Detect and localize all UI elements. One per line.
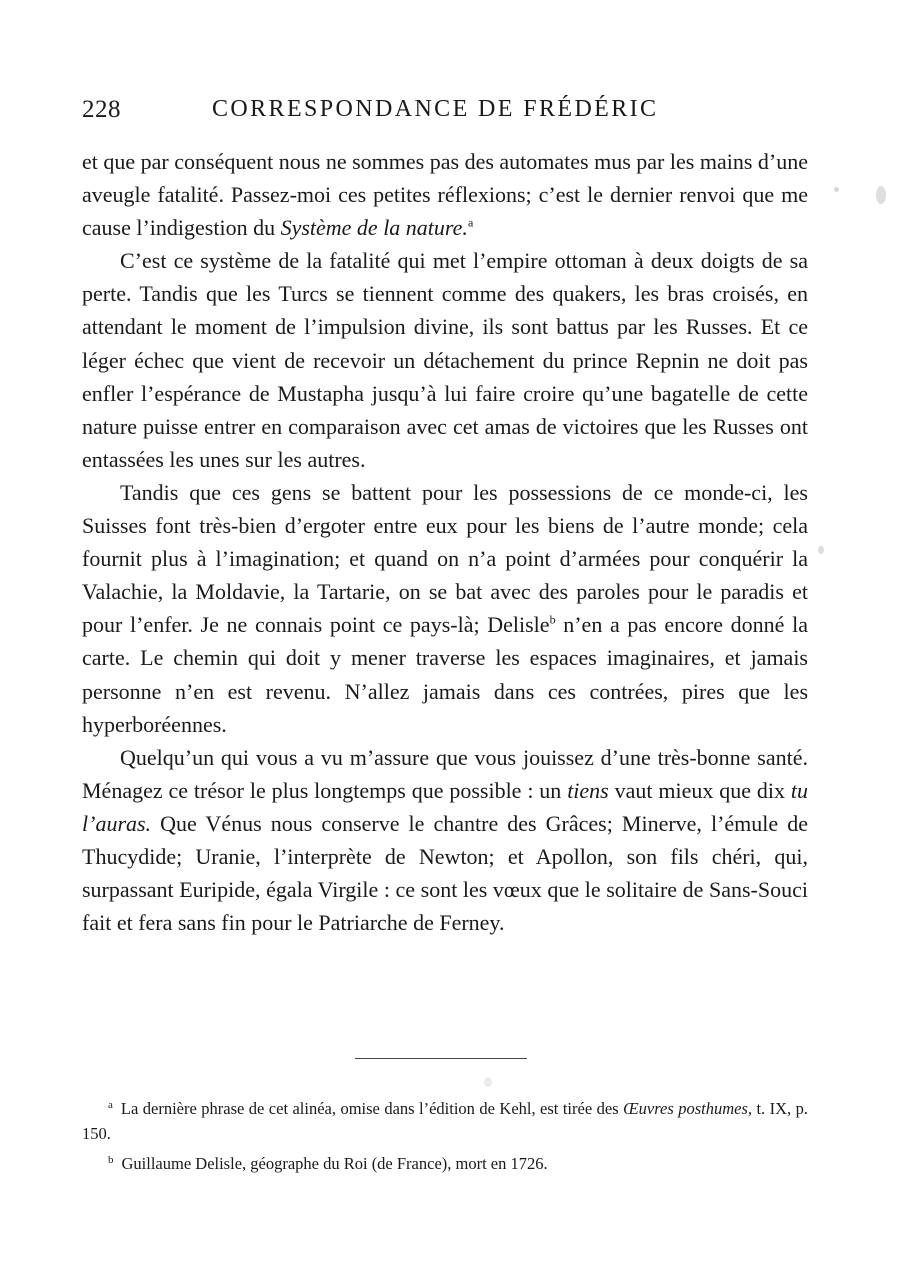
page-header bbox=[82, 96, 808, 136]
paragraph-4 bbox=[82, 741, 808, 940]
footnote-a-mark: a bbox=[108, 1098, 113, 1111]
paragraph-3 bbox=[82, 476, 808, 741]
paragraph-1 bbox=[82, 145, 808, 244]
paper-speck bbox=[876, 186, 886, 204]
paragraph-4-italic-1: tiens bbox=[567, 777, 609, 803]
footnote-divider bbox=[355, 1058, 527, 1059]
paragraph-4-text-c: Que Vénus nous conserve le chantre des Grâces; Minerve, l’émule de Thucydide; Uranie, l’interprète de Newton; et Apollon, son fils chéri, qui, surpassant Euripide, égala Virgile : ce sont les vœux que le solitaire de Sans-Souci fait et fera sans fin pour le Patriarche de Ferney. bbox=[82, 810, 808, 936]
footnote-b-mark: b bbox=[108, 1153, 114, 1166]
paper-speck bbox=[818, 546, 824, 554]
footnote-b bbox=[82, 1151, 808, 1176]
paragraph-4-italic-2: tu l’auras. bbox=[82, 777, 808, 836]
page-number: 228 bbox=[82, 96, 121, 123]
paragraph-4-text-a: Quelqu’un qui vous a vu m’assure que vous jouissez d’une très-bonne santé. Ménagez ce trésor le plus longtemps que possible : un bbox=[82, 744, 808, 803]
footnote-a-rest: t. IX, p. 150. bbox=[82, 1099, 809, 1143]
footnote-ref-a[interactable]: a bbox=[467, 215, 474, 230]
body-text bbox=[82, 145, 808, 939]
footnote-a-italic: Œuvres posthumes, bbox=[623, 1099, 753, 1118]
paper-speck bbox=[484, 1077, 492, 1087]
paper-speck bbox=[834, 187, 839, 192]
running-head: CORRESPONDANCE DE FRÉDÉRIC bbox=[212, 96, 659, 122]
paragraph-2: C’est ce système de la fatalité qui met l’empire ottoman à deux doigts de sa perte. Tandis que les Turcs se tiennent comme des quakers, les bras croisés, en attendant le moment de l’impulsion divine, ils sont battus par les Russes. Et ce léger échec que vient de recevoir un détachement du prince Repnin ne doit pas enfler l’espérance de Mustapha jusqu’à lui faire croire qu’une bagatelle de cette nature puisse entrer en comparaison avec cet amas de victoires que les Russes ont entassées les unes sur les autres. bbox=[82, 248, 808, 472]
footnote-ref-b[interactable]: b bbox=[549, 612, 556, 627]
paragraph-4-text-b: vaut mieux que dix bbox=[608, 777, 791, 803]
footnote-a bbox=[82, 1096, 808, 1146]
paragraph-3-text: Tandis que ces gens se battent pour les possessions de ce monde-ci, les Suisses font très-bien d’ergoter entre eux pour les biens de l’autre monde; cela fournit plus à l’imagination; et quand on n’a point d’armées pour conquérir la Valachie, la Moldavie, la Tartarie, on se bat avec des paroles pour le paradis et pour l’enfer. Je ne connais point ce pays-là; Delisle bbox=[82, 479, 808, 638]
paragraph-3-rest: n’en a pas encore donné la carte. Le chemin qui doit y mener traverse les espaces imaginaires, et jamais personne n’en est revenu. N’allez jamais dans ces contrées, pires que les hyperboréennes. bbox=[82, 612, 808, 737]
paragraph-1-italic: Système de la nature. bbox=[280, 215, 468, 241]
footnote-b-text: Guillaume Delisle, géographe du Roi (de France), mort en 1726. bbox=[121, 1154, 548, 1173]
footnote-a-text: La dernière phrase de cet alinéa, omise dans l’édition de Kehl, est tirée des bbox=[120, 1099, 624, 1118]
footnotes bbox=[82, 1096, 808, 1181]
paragraph-1-text: et que par conséquent nous ne sommes pas des automates mus par les mains d’une aveugle fatalité. Passez-moi ces petites réflexions; c’est le dernier renvoi que me cause l’indigestion du bbox=[82, 149, 808, 241]
